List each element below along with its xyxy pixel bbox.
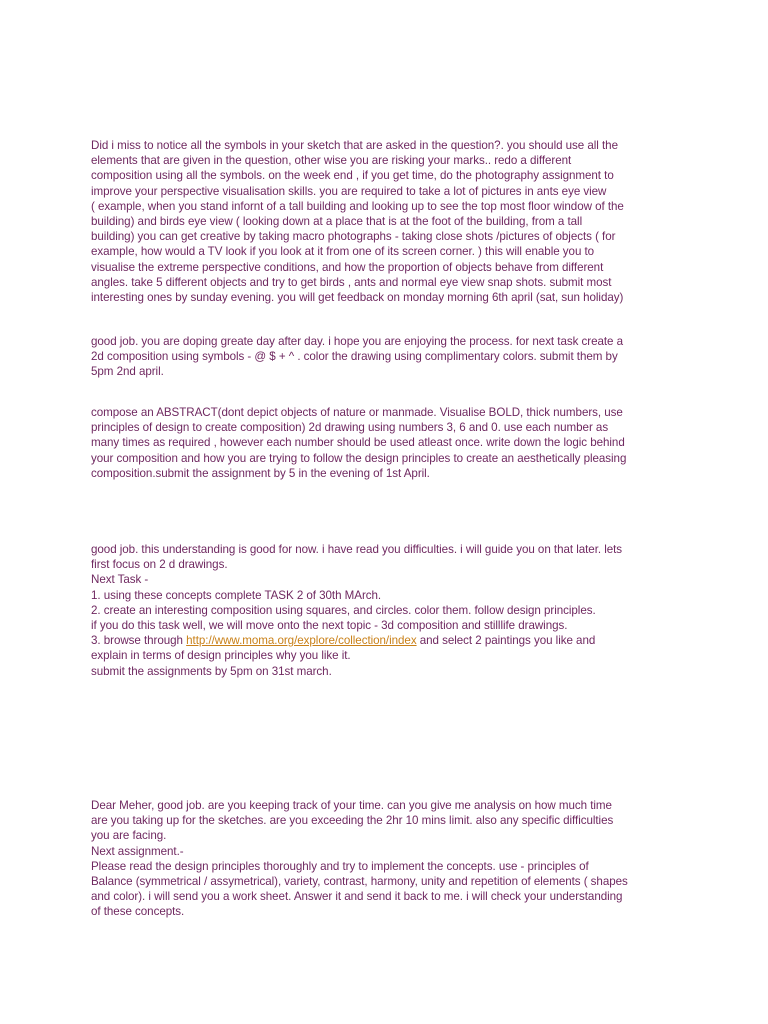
text-line: and color). i will send you a work sheet. Answer it and send it back to me. i will check your understanding [91, 890, 623, 904]
text-line: many times as required , however each number should be used atleast once. write down the logic behind [91, 436, 625, 450]
link-suffix-text: and select 2 paintings you like and [416, 634, 596, 648]
text-line: improve your perspective visualisation skills. you are required to take a lot of pictures in ants eye view [91, 184, 607, 198]
text-line: Next assignment.- [91, 844, 184, 858]
text-line: interesting ones by sunday evening. you will get feedback on monday morning 6th april (sat, sun holiday) [91, 291, 624, 305]
text-line: example, how would a TV look if you look at it from one of its screen corner. ) this will enable you to [91, 245, 595, 259]
text-line: good job. this understanding is good for now. i have read you difficulties. i will guide you on that later. lets [91, 543, 623, 556]
feedback-symbols-composition [91, 334, 681, 380]
feedback-photography-assignment [91, 138, 681, 305]
text-line: you are facing. [91, 829, 167, 843]
moma-collection-link[interactable]: http://www.moma.org/explore/collection/index [186, 634, 417, 648]
text-line: 2. create an interesting composition using squares, and circles. color them. follow design principles. [91, 603, 596, 617]
text-line: building) and birds eye view ( looking down at a place that is at the foot of the building, from a tall [91, 215, 583, 229]
text-line: first focus on 2 d drawings. [91, 558, 228, 572]
text-line: composition using all the symbols. on the week end , if you get time, do the photography assignment to [91, 169, 614, 183]
text-line: angles. take 5 different objects and try to get birds , ants and normal eye view snap shots. submit most [91, 275, 612, 289]
text-line: 5pm 2nd april. [91, 365, 164, 379]
text-line: principles of design to create composition) 2d drawing using numbers 3, 6 and 0. use each number as [91, 421, 609, 435]
text-line: Dear Meher, good job. are you keeping track of your time. can you give me analysis on how much time [91, 799, 612, 812]
text-line: submit the assignments by 5pm on 31st march. [91, 664, 332, 678]
text-line: your composition and how you are trying to follow the design principles to create an aesthetically pleasing [91, 451, 627, 465]
link-prefix-text: 3. browse through [91, 634, 187, 648]
feedback-next-task-list [91, 542, 681, 679]
text-line: compose an ABSTRACT(dont depict objects of nature or manmade. Visualise BOLD, thick numbers, use [91, 406, 623, 419]
text-line: 1. using these concepts complete TASK 2 of 30th MArch. [91, 588, 382, 602]
text-line: Please read the design principles thoroughly and try to implement the concepts. use - principles of [91, 859, 589, 873]
text-line: explain in terms of design principles why you like it. [91, 649, 351, 663]
text-line: Next Task - [91, 573, 149, 587]
text-line: building) you can get creative by taking macro photographs - taking close shots /pictures of objects ( for [91, 230, 616, 244]
text-line: visualise the extreme perspective conditions, and how the proportion of objects behave from different [91, 260, 604, 274]
text-line: Did i miss to notice all the symbols in your sketch that are asked in the question?. you should use all the [91, 139, 618, 152]
text-line: of these concepts. [91, 905, 185, 919]
text-line: elements that are given in the question, other wise you are risking your marks.. redo a different [91, 154, 572, 168]
text-line: good job. you are doping greate day after day. i hope you are enjoying the process. for next task create a [91, 335, 624, 348]
text-line: 2d composition using symbols - @ $ + ^ . color the drawing using complimentary colors. submit them by [91, 350, 618, 364]
text-line-with-link [91, 633, 681, 648]
text-line: are you taking up for the sketches. are you exceeding the 2hr 10 mins limit. also any specific difficulties [91, 814, 614, 828]
task-abstract-numbers [91, 405, 681, 481]
text-line: if you do this task well, we will move onto the next topic - 3d composition and stilllife drawings. [91, 619, 568, 633]
text-line: ( example, when you stand infornt of a tall building and looking up to see the top most floor window of the [91, 199, 624, 213]
text-line: composition.submit the assignment by 5 in the evening of 1st April. [91, 466, 430, 480]
feedback-design-principles [91, 798, 681, 920]
text-line: Balance (symmetrical / assymetrical), variety, contrast, harmony, unity and repetition of elements ( shapes [91, 875, 628, 889]
